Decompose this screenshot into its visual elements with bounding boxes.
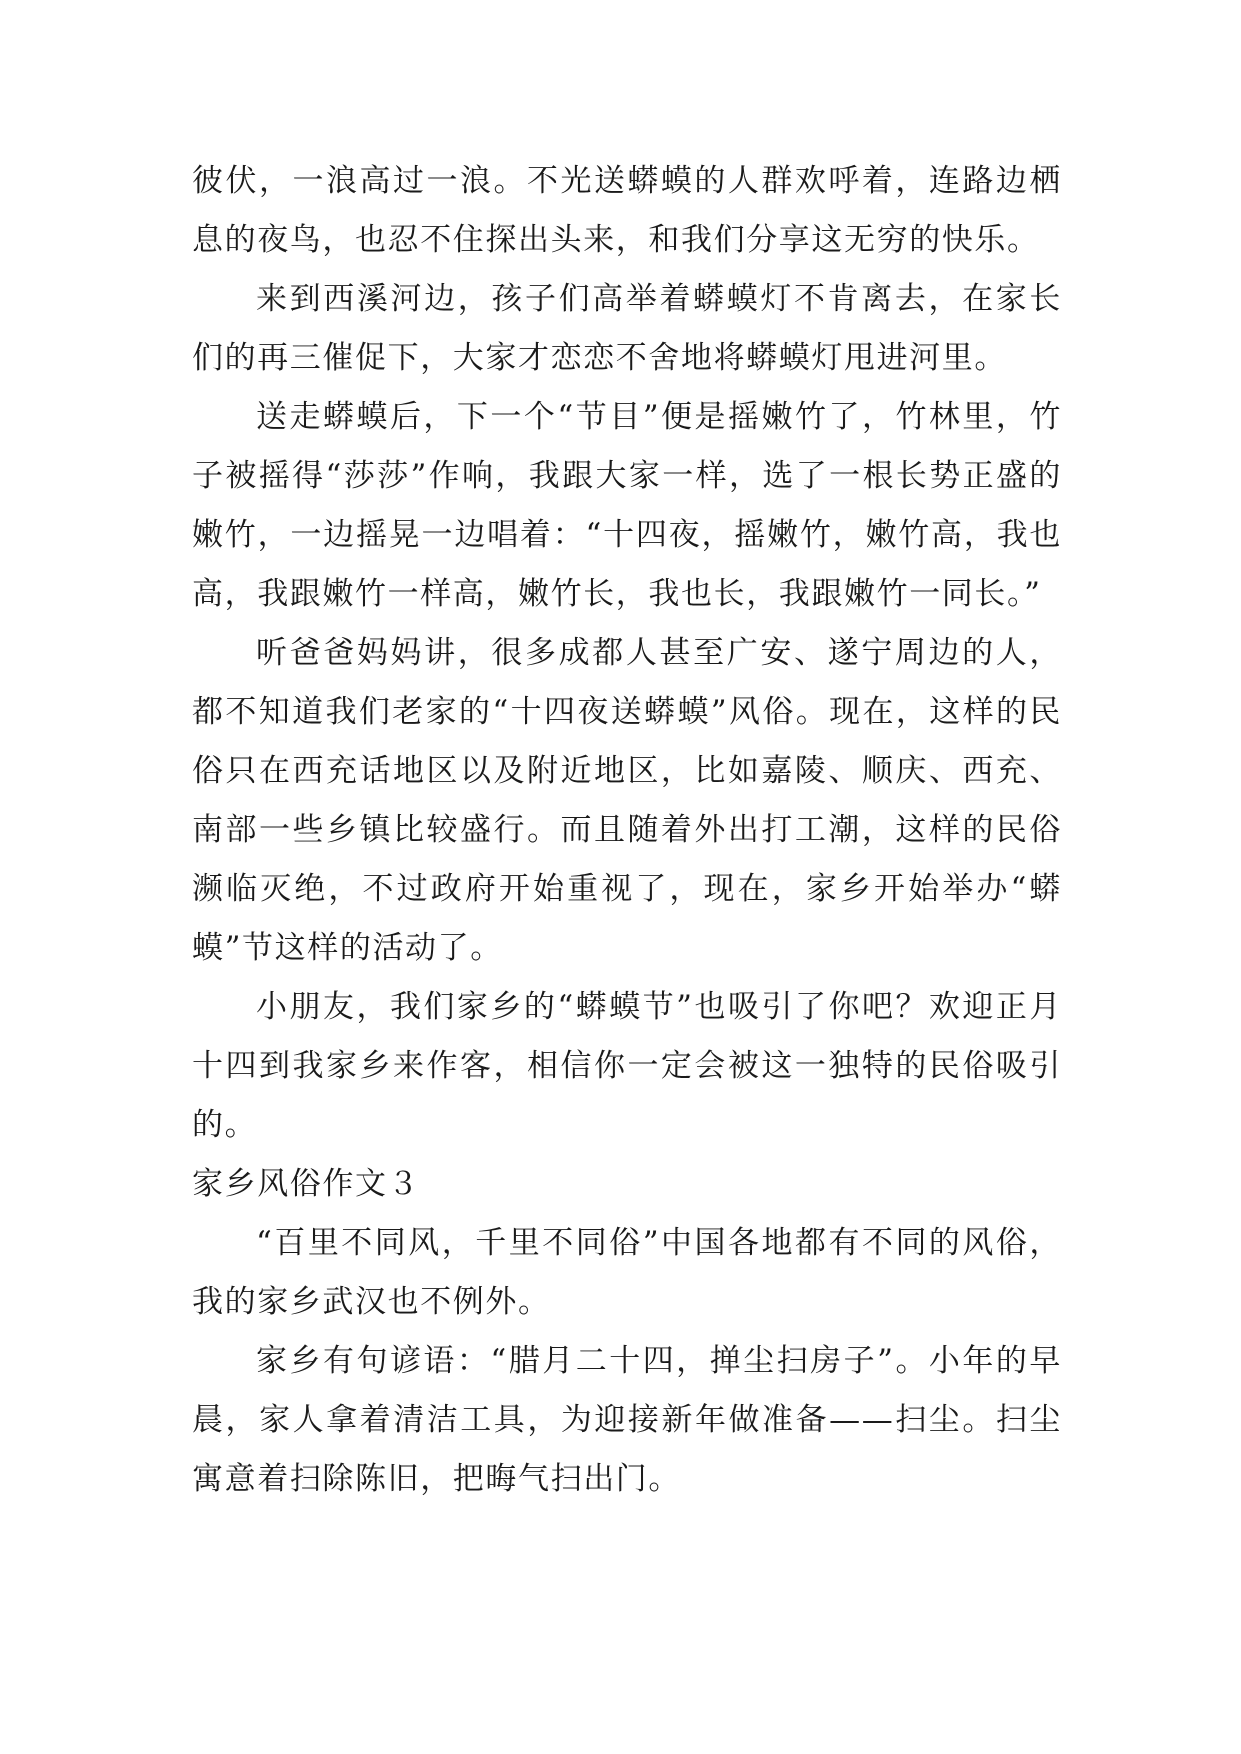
paragraph-4: 听爸爸妈妈讲，很多成都人甚至广安、遂宁周边的人，都不知道我们老家的“十四夜送蟒蟆”风俗。现在，这样的民俗只在西充话地区以及附近地区，比如嘉陵、顺庆、西充、南部一些乡镇比较盛行。而且随着外出打工潮，这样的民俗濒临灭绝，不过政府开始重视了，现在，家乡开始举办“蟒蟆”节这样的活动了。 [192, 635, 1062, 966]
paragraph-5: 小朋友，我们家乡的“蟒蟆节”也吸引了你吧？欢迎正月十四到我家乡来作客，相信你一定会被这一独特的民俗吸引的。 [192, 989, 1062, 1143]
section-heading: 家乡风俗作文３ [192, 1166, 421, 1202]
paragraph-3: 送走蟒蟆后，下一个“节目”便是摇嫩竹了，竹林里，竹子被摇得“莎莎”作响，我跟大家一样，选了一根长势正盛的嫩竹，一边摇晃一边唱着：“十四夜，摇嫩竹，嫩竹高，我也高，我跟嫩竹一样高，嫩竹长，我也长，我跟嫩竹一同长。” [192, 399, 1062, 612]
paragraph-1: 彼伏，一浪高过一浪。不光送蟒蟆的人群欢呼着，连路边栖息的夜鸟，也忍不住探出头来，和我们分享这无穷的快乐。 [192, 163, 1062, 258]
paragraph-6: “百里不同风，千里不同俗”中国各地都有不同的风俗，我的家乡武汉也不例外。 [192, 1225, 1062, 1320]
paragraph-2: 来到西溪河边，孩子们高举着蟒蟆灯不肯离去，在家长们的再三催促下，大家才恋恋不舍地将蟒蟆灯甩进河里。 [192, 281, 1062, 376]
document-page [192, 152, 1062, 1509]
paragraph-7: 家乡有句谚语：“腊月二十四，掸尘扫房子”。小年的早晨，家人拿着清洁工具，为迎接新年做准备——扫尘。扫尘寓意着扫除陈旧，把晦气扫出门。 [192, 1343, 1062, 1497]
